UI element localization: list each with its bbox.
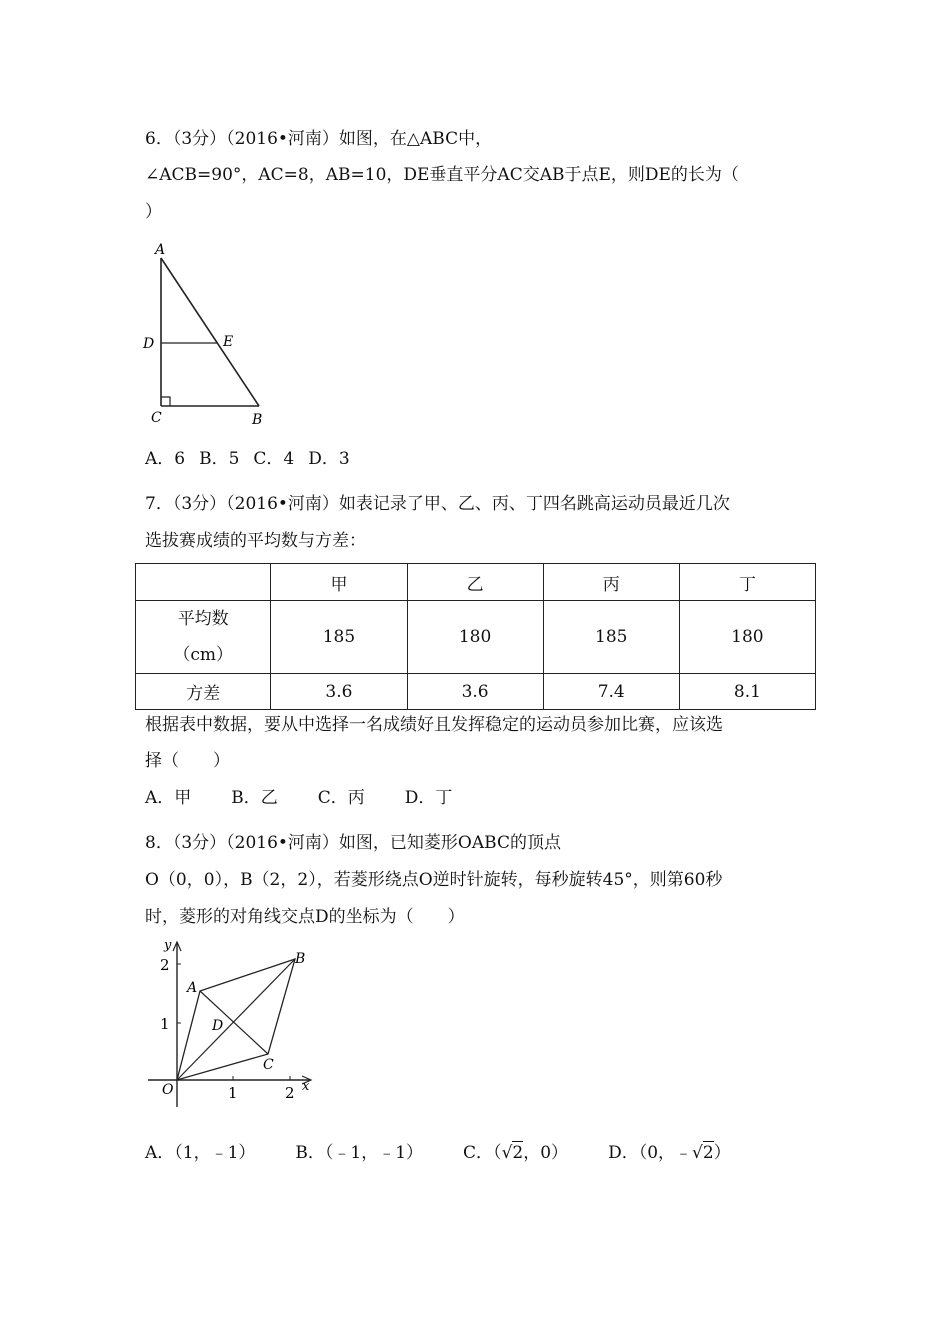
q6-stem-line3: ） [145,202,162,222]
table-header-cell: 甲 [271,564,407,601]
scores-table [135,563,816,710]
table-header-row [136,564,816,601]
q8-options [145,1141,731,1164]
q7-option-d[interactable]: D．丁 [404,788,453,808]
q7-option-c[interactable]: C．丙 [317,788,365,808]
q8-stem-line1: 8．（3分）（2016•河南）如图，已知菱形OABC的顶点 [145,833,561,853]
table-header-cell [136,564,271,601]
q8-option-c-pre: C．（ [463,1143,502,1163]
table-cell: 3.6 [407,674,543,710]
q6-option-a[interactable]: A．6 [145,449,186,469]
q6-stem-line2: ∠ACB=90°，AC=8，AB=10，DE垂直平分AC交AB于点E，则DE的长为（ [145,165,739,185]
q6-triangle-figure [135,238,275,433]
label-B: B [295,951,306,967]
tick-label-y1: 1 [160,1015,170,1033]
diagonal-AC [200,991,268,1054]
q8-option-c-post: ，0） [523,1143,569,1163]
q8-option-d-radicand: 2 [702,1143,714,1163]
table-cell: 185 [271,601,407,674]
table-row-label: 方差 [136,674,271,710]
table-cell: 3.6 [271,674,407,710]
label-D: D [212,1018,224,1034]
q6-stem-line1: 6．（3分）（2016•河南）如图，在△ABC中， [145,129,493,149]
table-cell: 180 [679,601,815,674]
q7-stem-line2: 选拔赛成绩的平均数与方差： [145,531,366,551]
mean-label-line1: 平均数 [177,609,229,629]
q7-option-b[interactable]: B．乙 [231,788,278,808]
tick-label-y2: 2 [160,956,170,974]
q8-option-d-post: ） [713,1143,731,1163]
tick-label-x1: 1 [228,1084,238,1102]
label-C: C [151,410,162,426]
table-cell: 7.4 [543,674,679,710]
q8-option-c-radicand: 2 [512,1143,524,1163]
table-header-cell: 乙 [407,564,543,601]
label-B: B [252,412,263,428]
label-A: A [155,242,166,258]
label-C: C [263,1057,274,1073]
table-cell: 180 [407,601,543,674]
q6-option-b[interactable]: B．5 [199,449,240,469]
q7-stem-line4: 择（ ） [145,751,230,771]
table-row-variance [136,674,816,710]
label-D: D [143,336,155,352]
sqrt-icon: √ [501,1143,513,1163]
q8-rhombus-figure [140,935,325,1115]
label-y: y [164,938,172,953]
tick-label-x2: 2 [285,1084,295,1102]
q7-stem-line3: 根据表中数据，要从中选择一名成绩好且发挥稳定的运动员参加比赛，应该选 [145,715,723,735]
label-O: O [162,1082,174,1098]
q7-stem-line1: 7．（3分）（2016•河南）如表记录了甲、乙、丙、丁四名跳高运动员最近几次 [145,494,730,514]
segment-AB [161,258,259,406]
q6-option-c[interactable]: C．4 [253,449,295,469]
table-cell: 8.1 [679,674,815,710]
q6-options [145,448,350,470]
sqrt-icon: √ [692,1143,703,1163]
q7-option-a[interactable]: A．甲 [145,788,192,808]
table-header-cell: 丁 [679,564,815,601]
table-cell: 185 [543,601,679,674]
q8-option-d[interactable] [608,1141,731,1164]
label-A: A [187,980,198,996]
table-header-cell: 丙 [543,564,679,601]
table-row-label [136,601,271,674]
q8-stem-line3: 时，菱形的对角线交点D的坐标为（ ） [145,907,465,927]
label-x: x [302,1079,310,1094]
q8-option-d-pre: D．（0，﹣ [608,1143,693,1163]
q8-stem-line2: O（0，0），B（2，2），若菱形绕点O逆时针旋转，每秒旋转45°，则第60秒 [145,870,723,890]
q7-options [145,787,452,809]
table-row-mean [136,601,816,674]
mean-label-line2: （cm） [173,645,234,665]
q8-option-b[interactable]: B．（﹣1，﹣1） [295,1143,424,1163]
right-angle-mark [161,397,170,406]
q8-option-c[interactable] [463,1141,568,1164]
q6-option-d[interactable]: D．3 [308,449,350,469]
label-E: E [223,334,234,350]
q8-option-a[interactable]: A．（1，﹣1） [145,1143,256,1163]
